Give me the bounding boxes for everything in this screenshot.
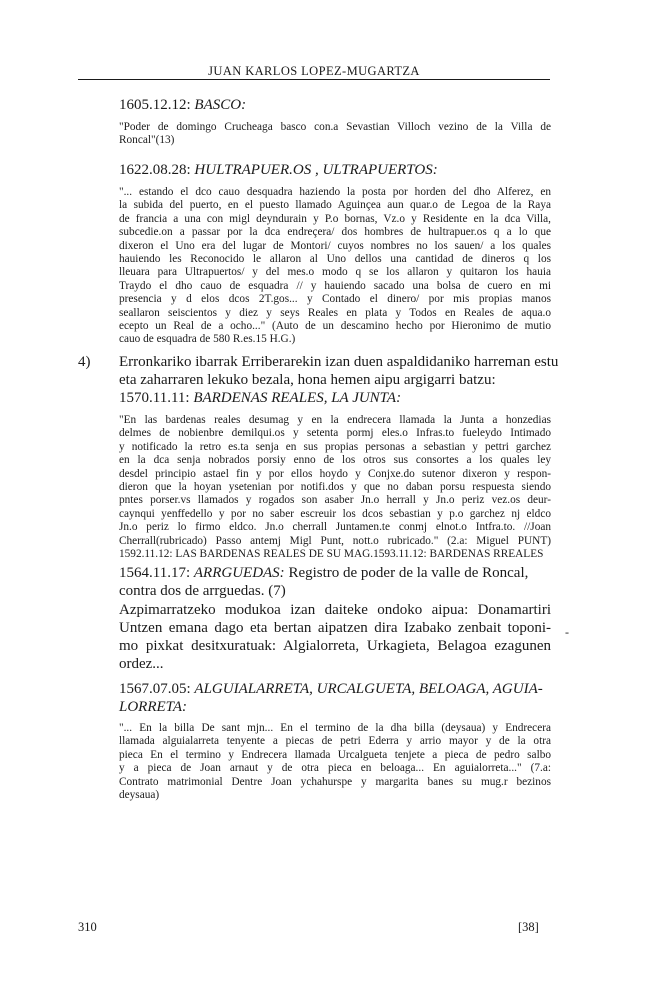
quote-line: "En las bardenas reales desumag y en la endrecera llamada la Junta a honzedias — [119, 414, 551, 426]
quote-line: "Poder de domingo Crucheaga basco con.a Sevastian Villoch vezino de la Villa de — [119, 121, 551, 133]
quote-line: "... En la billa De sant mjn... En el termino de la dha billa (deysaua) y Endrecera — [119, 722, 551, 734]
quote-line: seallaron seiscientos y diez y seys Reales en plata y Todos en Reales de aqua.o — [119, 306, 551, 319]
quote-line: subcedie.on a passar por la dca endreçera/ dos hombres de hultrapuer.os q a lo que — [119, 226, 551, 239]
entry-date: 1622.08.28: — [119, 162, 191, 178]
entry-date: 1567.07.05: — [119, 681, 191, 697]
item-number: 4) — [78, 354, 91, 370]
entry-name: LORRETA: — [119, 699, 188, 715]
quote-line: y a pieca de Joan arnaut y de otra pieca en beloaga... En aguialorreta..." (7.a: — [119, 762, 551, 775]
entry-name: BARDENAS REALES, LA JUNTA: — [193, 390, 402, 406]
quote-line: de francia a una con migl deyndurain y P.o bornas, Vz.o y Residente en la dca Villa, — [119, 212, 551, 225]
entry-name: HULTRAPUER.OS , ULTRAPUERTOS: — [194, 162, 438, 178]
quote-bardenas — [119, 414, 551, 561]
quote-ultrapuertos — [119, 186, 551, 347]
quote-line: lleuara para Ultrapuertos/ y del mes.o modo q se los allaron y quitaron los hauia — [119, 266, 551, 279]
para-line: ordez... — [119, 656, 164, 672]
running-header: JUAN KARLOS LOPEZ-MUGARTZA — [208, 64, 420, 78]
entry-heading-basco — [119, 96, 246, 114]
quote-line: en la dca senja nobrados porsiy enno de los otros sus consortes a los quales ley — [119, 454, 551, 467]
quote-line: la subida del puerto, en el puesto llamado Aguinçea aun quar.o de Legoa de la Raya — [119, 199, 551, 212]
para-line: mo pixkat desitxuratuak: Algialorreta, Urkagieta, Belagoa ezagunen — [119, 638, 551, 654]
quote-line: Jn.o periz lo firmo eldco. Jn.o cherrall Juntamen.te conmj elnot.o Intfra.to. //Joan — [119, 521, 551, 534]
entry-heading-ultrapuertos — [119, 161, 438, 179]
quote-line: Roncal"(13) — [119, 134, 175, 147]
header-rule — [78, 79, 550, 80]
entry-heading-bardenas — [119, 389, 401, 407]
page-reference: [38] — [518, 920, 539, 934]
quote-line: deysaua) — [119, 789, 160, 802]
quote-line: desdel principio astael fin y por ellos hoydo y Conjxe.do sutenor dixeron y respon- — [119, 467, 551, 480]
entry-heading-line2: contra dos de arrguedas. (7) — [119, 583, 286, 599]
quote-line: ecepto un Real de a ocho..." (Auto de un descamino hecho por Hieronimo de mutio — [119, 320, 551, 333]
entry-date: 1564.11.17: — [119, 565, 191, 581]
page-number: 310 — [78, 920, 97, 934]
quote-line: Contrato matrimonial Dentre Joan ychahurspe y margarita banes su mug.r bezinos — [119, 775, 551, 788]
entry-name: BASCO: — [194, 97, 247, 113]
quote-line: dieron que la hoyan ysetenian por notifi.dos y que no daban porsu respuesta siendo — [119, 481, 551, 494]
para-line: Untzen emana dago eta bertan aipatzen dira Izabako zenbait toponi- — [119, 620, 551, 636]
para-line: Erronkariko ibarrak Erriberarekin izan duen aspaldidaniko harreman estu — [119, 354, 559, 370]
quote-line: pieca En el termino y Endrecera llamada Urcalgueta tenjete a pieca de pedro salbo — [119, 748, 551, 761]
para-line: eta zaharraren lekuko bezala, hona hemen aipu argigarri batzu: — [119, 372, 496, 388]
quote-line: "... estando el dco cauo desquadra haziendo la posta por horden del dho Alferez, en — [119, 186, 551, 198]
entry-heading-alguialarreta — [119, 680, 543, 698]
entry-heading-arrguedas — [119, 564, 528, 582]
quote-line: Cherrall(rubricado) Passo antemj Migl Punt, nott.o rubricado." (2.a: Miguel PUNT) — [119, 534, 551, 547]
quote-line: llamada alguialarreta tenyente a piecas de petri Ederra y arrio mayor y de la otra — [119, 735, 551, 748]
margin-mark: - — [565, 625, 569, 639]
quote-line: cauo de esquadra de 580 R.es.15 H.G.) — [119, 333, 296, 346]
quote-line: Traydo el dho cauo de esquadra // y hauiendo sacado una bolsa de cuero en mi — [119, 279, 551, 292]
quote-line: dixeron el Uno era del lugar de Montori/ cuyos nombres no los sauen/ a los quales — [119, 239, 551, 252]
quote-line: caynqui yenffedello y por no saber escreuir los dcos sebastian y p.o garchez nj eldco — [119, 507, 551, 520]
quote-alguialarreta — [119, 722, 551, 802]
entry-heading-rest: Registro de poder de la valle de Roncal, — [288, 565, 529, 581]
quote-basco — [119, 121, 551, 148]
entry-name: ARRGUEDAS: — [193, 565, 285, 581]
toponym-paragraph — [119, 601, 551, 673]
entry-name: ALGUIALARRETA, URCALGUETA, BELOAGA, AGUIA- — [194, 681, 543, 697]
entry-date: 1605.12.12: — [119, 97, 191, 113]
quote-line: 1592.11.12: LAS BARDENAS REALES DE SU MAG.1593.11.12: BARDENAS RREALES — [119, 548, 544, 561]
quote-line: y notificado la retro es.ta senja en sus propias personas a sebastian y pettri garchez — [119, 440, 551, 453]
para-line: Azpimarratzeko modukoa izan daiteke ondoko aipua: Donamartiri — [119, 602, 551, 618]
quote-line: hauiendo les Reconocido le allaron al Uno dellos una cantidad de dineros q los — [119, 253, 551, 266]
quote-line: pntes porser.vs llamados y rogados son asaber Jn.o herrall y Jn.o periz vez.os deur- — [119, 494, 551, 507]
entry-heading-alguialarreta-line2 — [119, 698, 187, 716]
intro-paragraph — [119, 353, 559, 389]
quote-line: presencia y d elos dcos 2T.gos... y Contado el dinero/ por mis propias manos — [119, 293, 551, 306]
entry-date: 1570.11.11: — [119, 390, 190, 406]
quote-line: delmes de nobienbre demilqui.os y setenta pormj eles.o Infras.to fueleydo Intimado — [119, 427, 551, 440]
